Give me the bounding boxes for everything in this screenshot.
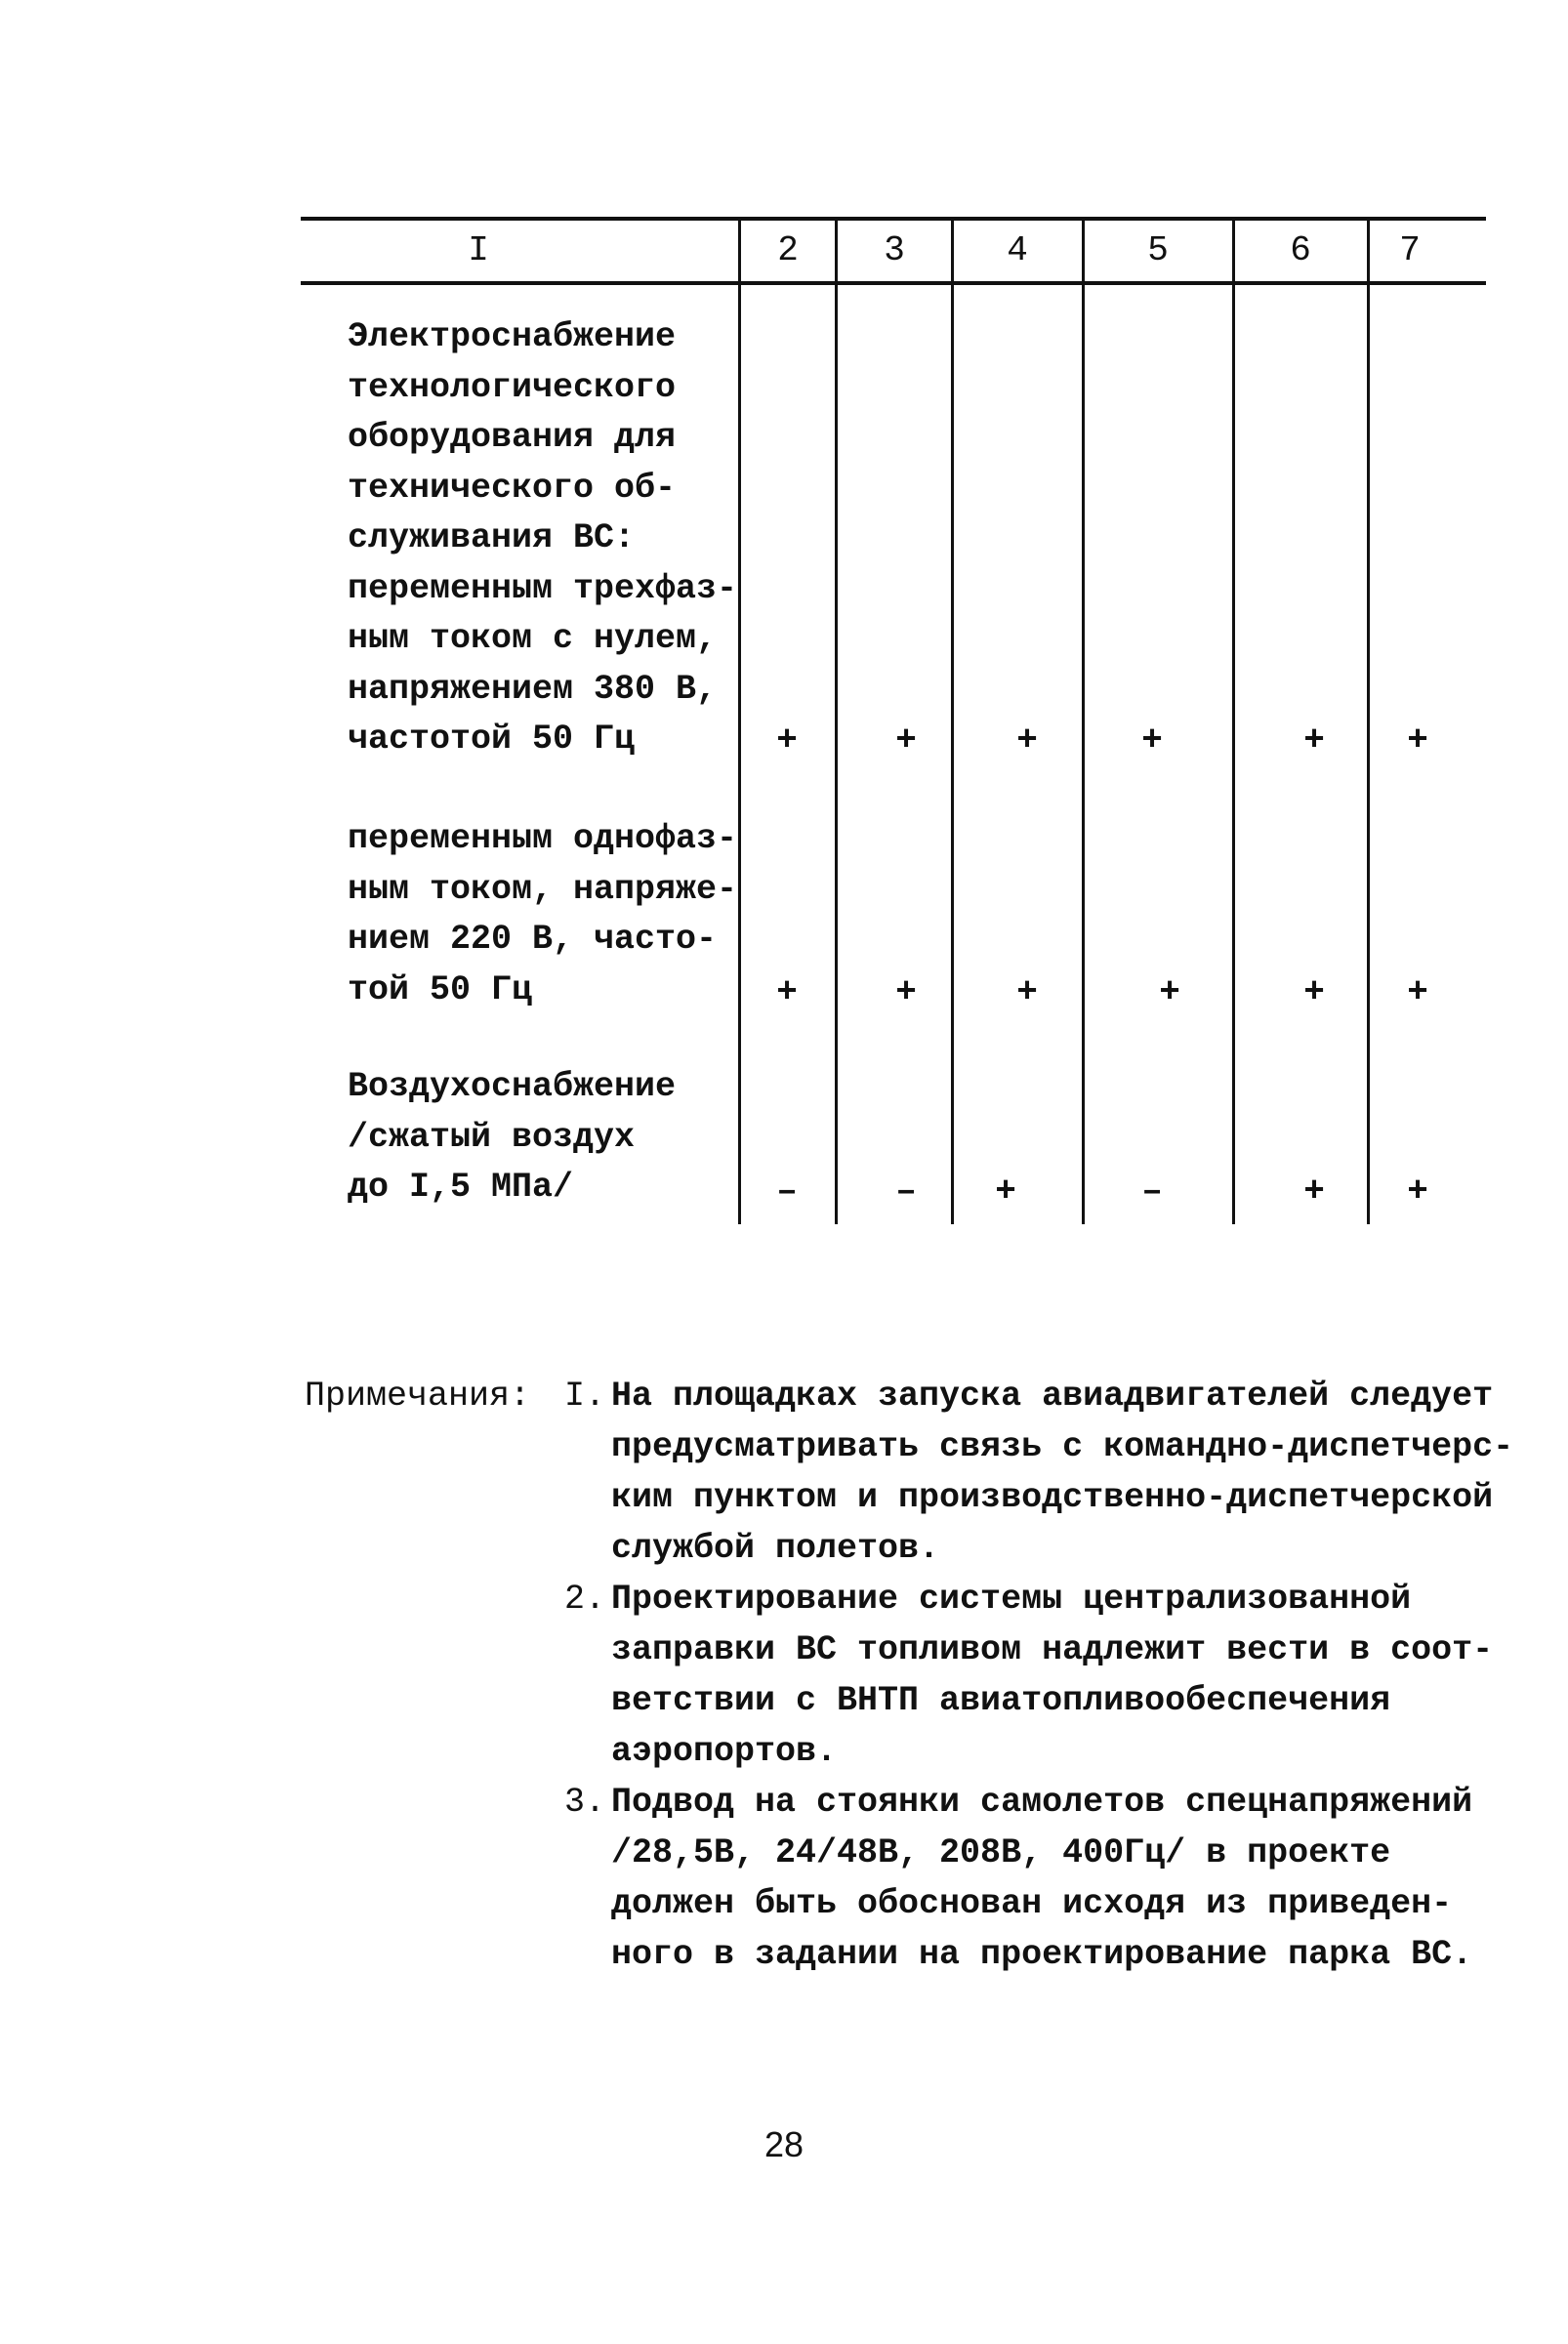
table-row-label: Электроснабжение технологического оборудования для технического об- служивания ВС: переменным трехфаз- ным током с нулем, напряжением 380 В, частотой 50 Гц [348,317,738,759]
note-item [0,1777,1568,1982]
note-number: 3. [563,1783,605,1822]
table-cell-mark: + [895,720,917,761]
column-divider [1082,219,1085,1224]
table-cell-mark: + [776,720,798,761]
column-divider [1367,219,1370,1224]
table-cell-mark: + [1016,720,1038,761]
note-number: 2. [563,1580,605,1619]
note-text: Подвод на стоянки самолетов спецнапряжений /28,5В, 24/48В, 208В, 400Гц/ в проекте должен быть обоснован исходя из приведен- ного в задании на проектирование парка ВС. [611,1783,1473,1974]
note-item [0,1371,1568,1576]
column-divider [1232,219,1235,1224]
table-cell-mark: + [1303,1172,1325,1212]
table-cell-mark: + [1303,972,1325,1012]
table-header-cell: I [468,230,489,270]
table-header-cell: 3 [884,230,905,270]
table-row-label: переменным однофаз- ным током, напряже- нием 220 В, часто- той 50 Гц [348,819,738,1009]
table-cell-mark: + [1141,720,1163,761]
table-cell-mark: + [995,1172,1016,1212]
table-cell-mark: + [895,972,917,1012]
table-header-cell: 5 [1147,230,1169,270]
note-number: I. [563,1377,605,1416]
table-cell-mark: + [1159,972,1180,1012]
table-cell-mark: + [1407,972,1428,1012]
table-top-rule [301,217,1486,221]
notes-label: Примечания: [305,1377,531,1416]
note-item [0,1574,1568,1779]
table-header-cell: 2 [777,230,799,270]
table-cell-mark: + [776,972,798,1012]
page-number: 28 [763,2124,805,2164]
table-cell-mark: – [776,1172,798,1212]
table-cell-mark: – [895,1172,917,1212]
column-divider [951,219,954,1224]
table-header-cell: 4 [1007,230,1028,270]
table-header-rule [301,281,1486,285]
column-divider [738,219,741,1224]
table-header-cell: 6 [1290,230,1311,270]
table-header-cell: 7 [1399,230,1421,270]
table-cell-mark: + [1303,720,1325,761]
table-cell-mark: + [1407,1172,1428,1212]
note-text: Проектирование системы централизованной заправки ВС топливом надлежит вести в соот- ветствии с ВНТП авиатопливообеспечения аэропортов. [611,1580,1494,1771]
table-cell-mark: + [1016,972,1038,1012]
table-cell-mark: + [1407,720,1428,761]
note-text: На площадках запуска авиадвигателей следует предусматривать связь с командно-диспетчерс- ким пунктом и производственно-диспетчерской службой полетов. [611,1377,1514,1568]
column-divider [835,219,838,1224]
table-cell-mark: – [1141,1172,1163,1212]
table-row-label: Воздухоснабжение /сжатый воздух до I,5 МПа/ [348,1067,677,1207]
